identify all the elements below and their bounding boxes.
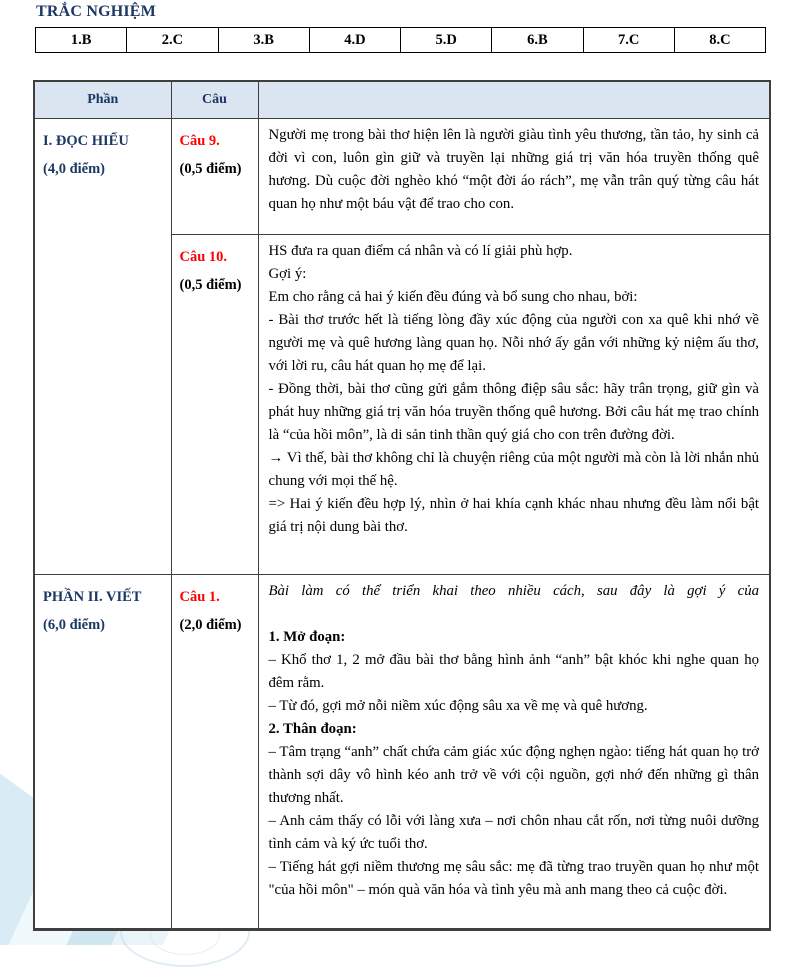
section-title-trac-nghiem: TRẮC NGHIỆM — [36, 3, 156, 20]
answer-cell-6: 6.B — [492, 28, 583, 53]
part-points: (4,0 điểm) — [43, 160, 106, 177]
question-label: Câu 10. — [179, 248, 228, 265]
answer-paragraph: – Khổ thơ 1, 2 mở đầu bài thơ bằng hình ảnh “anh” bật khóc khi nghe quan họ đêm rằm. — [268, 651, 759, 691]
answer-row — [36, 28, 766, 53]
part-cell-doc-hieu — [34, 118, 171, 574]
answer-paragraph: Em cho rằng cả hai ý kiến đều đúng và bổ sung cho nhau, bởi: — [268, 288, 638, 305]
answer-paragraph: → Vì thế, bài thơ không chỉ là chuyện riêng của một người mà còn là lời nhắn nhủ chung với mọi thế hệ. — [268, 449, 759, 489]
multiple-choice-answer-table — [35, 27, 766, 53]
question-points: (0,5 điểm) — [179, 276, 242, 293]
header-part: Phần — [34, 81, 171, 118]
answer-heading: 1. Mở đoạn: — [268, 628, 346, 645]
question-cell-cau-1 — [171, 574, 258, 929]
answer-paragraph: – Từ đó, gợi mở nỗi niềm xúc động sâu xa về mẹ và quê hương. — [268, 697, 648, 714]
answer-cell-8: 8.C — [674, 28, 765, 53]
question-label: Câu 1. — [179, 588, 220, 605]
question-cell-cau-9 — [171, 118, 258, 234]
question-label: Câu 9. — [179, 132, 220, 149]
answer-paragraph: Người mẹ trong bài thơ hiện lên là người giàu tình yêu thương, tần tảo, hy sinh cả đời vì con, luôn gìn giữ và truyền lại những giá trị văn hóa truyền thống quê hương. Dù cuộc đời nghèo khó “một đời áo rách”, mẹ vẫn trân quý từng câu hát quan họ như một báu vật để trao cho con. — [268, 126, 759, 212]
question-points: (0,5 điểm) — [179, 160, 242, 177]
answer-paragraph: HS đưa ra quan điểm cá nhân và có lí giải phù hợp. — [268, 242, 573, 259]
answer-intro-italic: Bài làm có thể triển khai theo nhiều cách, sau đây là gợi ý của — [268, 582, 759, 599]
answer-cell-1: 1.B — [36, 28, 127, 53]
rubric-header-row — [34, 81, 770, 118]
answer-paragraph: => Hai ý kiến đều hợp lý, nhìn ở hai khía cạnh khác nhau nhưng đều làm nổi bật giá trị nội dung bài thơ. — [268, 495, 759, 535]
question-points: (2,0 điểm) — [179, 616, 242, 633]
part-points: (6,0 điểm) — [43, 616, 106, 633]
part-name: PHẦN II. VIẾT — [43, 588, 142, 605]
answer-paragraph: – Tiếng hát gợi niềm thương mẹ sâu sắc: mẹ đã từng trao truyền quan họ như một "của hồi môn" – món quà văn hóa và tình yêu mà anh mang theo cả cuộc đời. — [268, 858, 759, 898]
header-content — [258, 81, 770, 118]
blank-line — [269, 603, 760, 626]
answer-cell-4: 4.D — [309, 28, 400, 53]
header-question: Câu — [171, 81, 258, 118]
rubric-row-phan-ii-cau-1 — [34, 574, 770, 929]
answer-heading: 2. Thân đoạn: — [268, 720, 357, 737]
answer-paragraph: Gợi ý: — [268, 265, 307, 282]
rubric-row-cau-9 — [34, 118, 770, 234]
answer-paragraph: – Tâm trạng “anh” chất chứa cảm giác xúc động nghẹn ngào: tiếng hát quan họ trở thành sợi dây vô hình kéo anh trở về với cội nguồn, gợi nhớ đến những gì thân thương nhất. — [268, 743, 759, 806]
grading-rubric-table — [33, 80, 771, 931]
answer-paragraph: - Đồng thời, bài thơ cũng gửi gắm thông điệp sâu sắc: hãy trân trọng, giữ gìn và phát huy những giá trị văn hóa truyền thống quê hương. Bởi câu hát mẹ trao chính là “của hồi môn”, là di sản tinh thần quý giá cho con trên đường đời. — [268, 380, 759, 443]
part-cell-viet — [34, 574, 171, 929]
part-name: I. ĐỌC HIỂU — [43, 132, 129, 149]
content-cell-cau-9 — [258, 118, 770, 234]
answer-cell-5: 5.D — [401, 28, 492, 53]
answer-cell-3: 3.B — [218, 28, 309, 53]
content-cell-cau-10 — [258, 234, 770, 574]
question-cell-cau-10 — [171, 234, 258, 574]
answer-cell-2: 2.C — [127, 28, 218, 53]
answer-paragraph: – Anh cảm thấy có lỗi với làng xưa – nơi chôn nhau cắt rốn, nơi từng nuôi dưỡng tình cảm và ký ức tuổi thơ. — [268, 812, 759, 852]
answer-cell-7: 7.C — [583, 28, 674, 53]
answer-paragraph: - Bài thơ trước hết là tiếng lòng đầy xúc động của người con xa quê khi nhớ về người mẹ và quê hương làng quan họ. Nỗi nhớ ấy gắn với những kỷ niệm ấu thơ, với lời ru, câu hát quan họ mẹ để lại. — [268, 311, 759, 374]
content-cell-cau-1 — [258, 574, 770, 929]
